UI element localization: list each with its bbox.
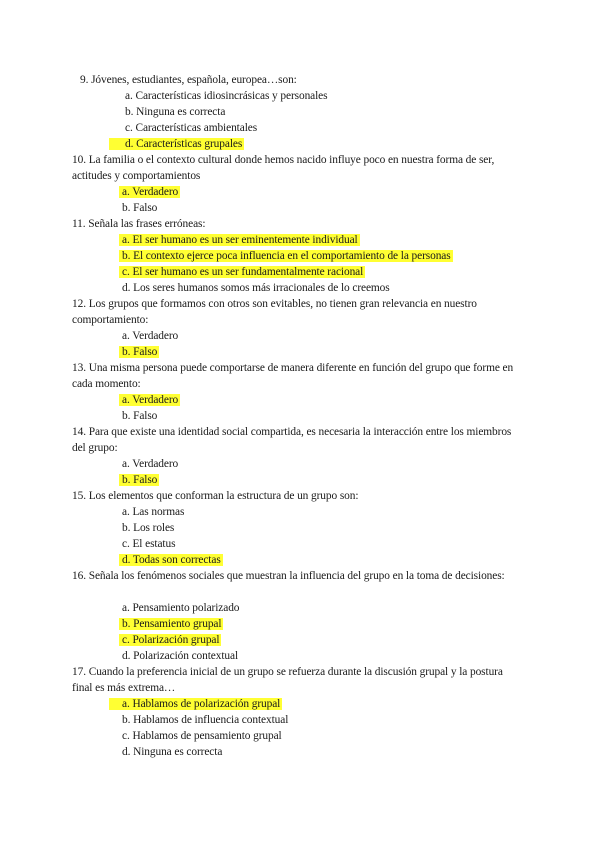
question-text: Una misma persona puede comportarse de manera diferente en función del grupo que forme en cada momento:: [72, 362, 514, 390]
option-a-highlighted[interactable]: a. Hablamos de polarización grupal: [109, 698, 282, 710]
option-d-highlighted[interactable]: d. Todas son correctas: [119, 554, 223, 566]
question-number: 14.: [72, 426, 86, 438]
options-11: [119, 232, 453, 296]
question-10: [72, 152, 522, 184]
option-d-highlighted[interactable]: d. Características grupales: [109, 138, 244, 150]
options-13: [119, 392, 180, 424]
question-13: [72, 360, 522, 392]
option-a[interactable]: a. Verdadero: [122, 458, 179, 470]
option-d[interactable]: d. Polarización contextual: [122, 650, 239, 662]
option-a[interactable]: a. Verdadero: [122, 330, 179, 342]
option-a[interactable]: a. Características idiosincrásicas y personales: [125, 90, 328, 102]
option-a[interactable]: a. Pensamiento polarizado: [122, 602, 240, 614]
question-16: [72, 568, 522, 584]
option-c-highlighted[interactable]: c. El ser humano es un ser fundamentalmente racional: [119, 266, 365, 278]
question-text: Para que existe una identidad social compartida, es necesaria la interacción entre los miembros del grupo:: [72, 426, 512, 454]
question-text: Los elementos que conforman la estructura de un grupo son:: [88, 490, 359, 502]
question-text: Los grupos que formamos con otros son evitables, no tienen gran relevancia en nuestro comportamiento:: [72, 298, 477, 326]
options-15: [119, 504, 223, 568]
option-d[interactable]: d. Los seres humanos somos más irracionales de lo creemos: [122, 282, 390, 294]
option-a-highlighted[interactable]: a. Verdadero: [119, 394, 180, 406]
option-b-highlighted[interactable]: b. Falso: [119, 474, 159, 486]
option-d[interactable]: d. Ninguna es correcta: [122, 746, 223, 758]
option-c[interactable]: c. El estatus: [122, 538, 176, 550]
option-b-highlighted[interactable]: b. Falso: [119, 346, 159, 358]
question-number: 9.: [80, 74, 89, 86]
question-14: [72, 424, 522, 456]
option-a-highlighted[interactable]: a. El ser humano es un ser eminentemente individual: [119, 234, 360, 246]
question-number: 11.: [72, 218, 86, 230]
option-c-highlighted[interactable]: c. Polarización grupal: [119, 634, 221, 646]
options-17: [109, 696, 290, 760]
question-number: 12.: [72, 298, 86, 310]
question-text: Jóvenes, estudiantes, española, europea…son:: [91, 74, 297, 86]
options-12: [119, 328, 180, 360]
options-10: [119, 184, 180, 216]
question-text: Señala los fenómenos sociales que muestran la influencia del grupo en la toma de decisiones:: [88, 570, 505, 582]
options-9: [122, 88, 329, 152]
question-number: 17.: [72, 666, 86, 678]
question-15: [72, 488, 522, 504]
option-b-highlighted[interactable]: b. El contexto ejerce poca influencia en el comportamiento de la personas: [119, 250, 453, 262]
question-9: [72, 72, 522, 88]
question-17: [72, 664, 522, 696]
question-11: [72, 216, 522, 232]
option-c[interactable]: c. Características ambientales: [125, 122, 258, 134]
question-number: 16.: [72, 570, 86, 582]
option-b[interactable]: b. Ninguna es correcta: [125, 106, 226, 118]
option-b[interactable]: b. Falso: [122, 410, 158, 422]
options-16: [119, 600, 241, 664]
option-a-highlighted[interactable]: a. Verdadero: [119, 186, 180, 198]
options-14: [119, 456, 180, 488]
question-text: La familia o el contexto cultural donde hemos nacido influye poco en nuestra forma de ser, actitudes y comportamientos: [72, 154, 495, 182]
option-b[interactable]: b. Los roles: [122, 522, 175, 534]
question-number: 15.: [72, 490, 86, 502]
question-text: Señala las frases erróneas:: [88, 218, 206, 230]
option-b-highlighted[interactable]: b. Pensamiento grupal: [119, 618, 223, 630]
question-number: 13.: [72, 362, 86, 374]
option-b[interactable]: b. Hablamos de influencia contextual: [122, 714, 289, 726]
question-text: Cuando la preferencia inicial de un grupo se refuerza durante la discusión grupal y la postura final es más extrema…: [72, 666, 503, 694]
option-b[interactable]: b. Falso: [122, 202, 158, 214]
question-12: [72, 296, 522, 328]
option-c[interactable]: c. Hablamos de pensamiento grupal: [122, 730, 282, 742]
option-a[interactable]: a. Las normas: [122, 506, 185, 518]
question-number: 10.: [72, 154, 86, 166]
